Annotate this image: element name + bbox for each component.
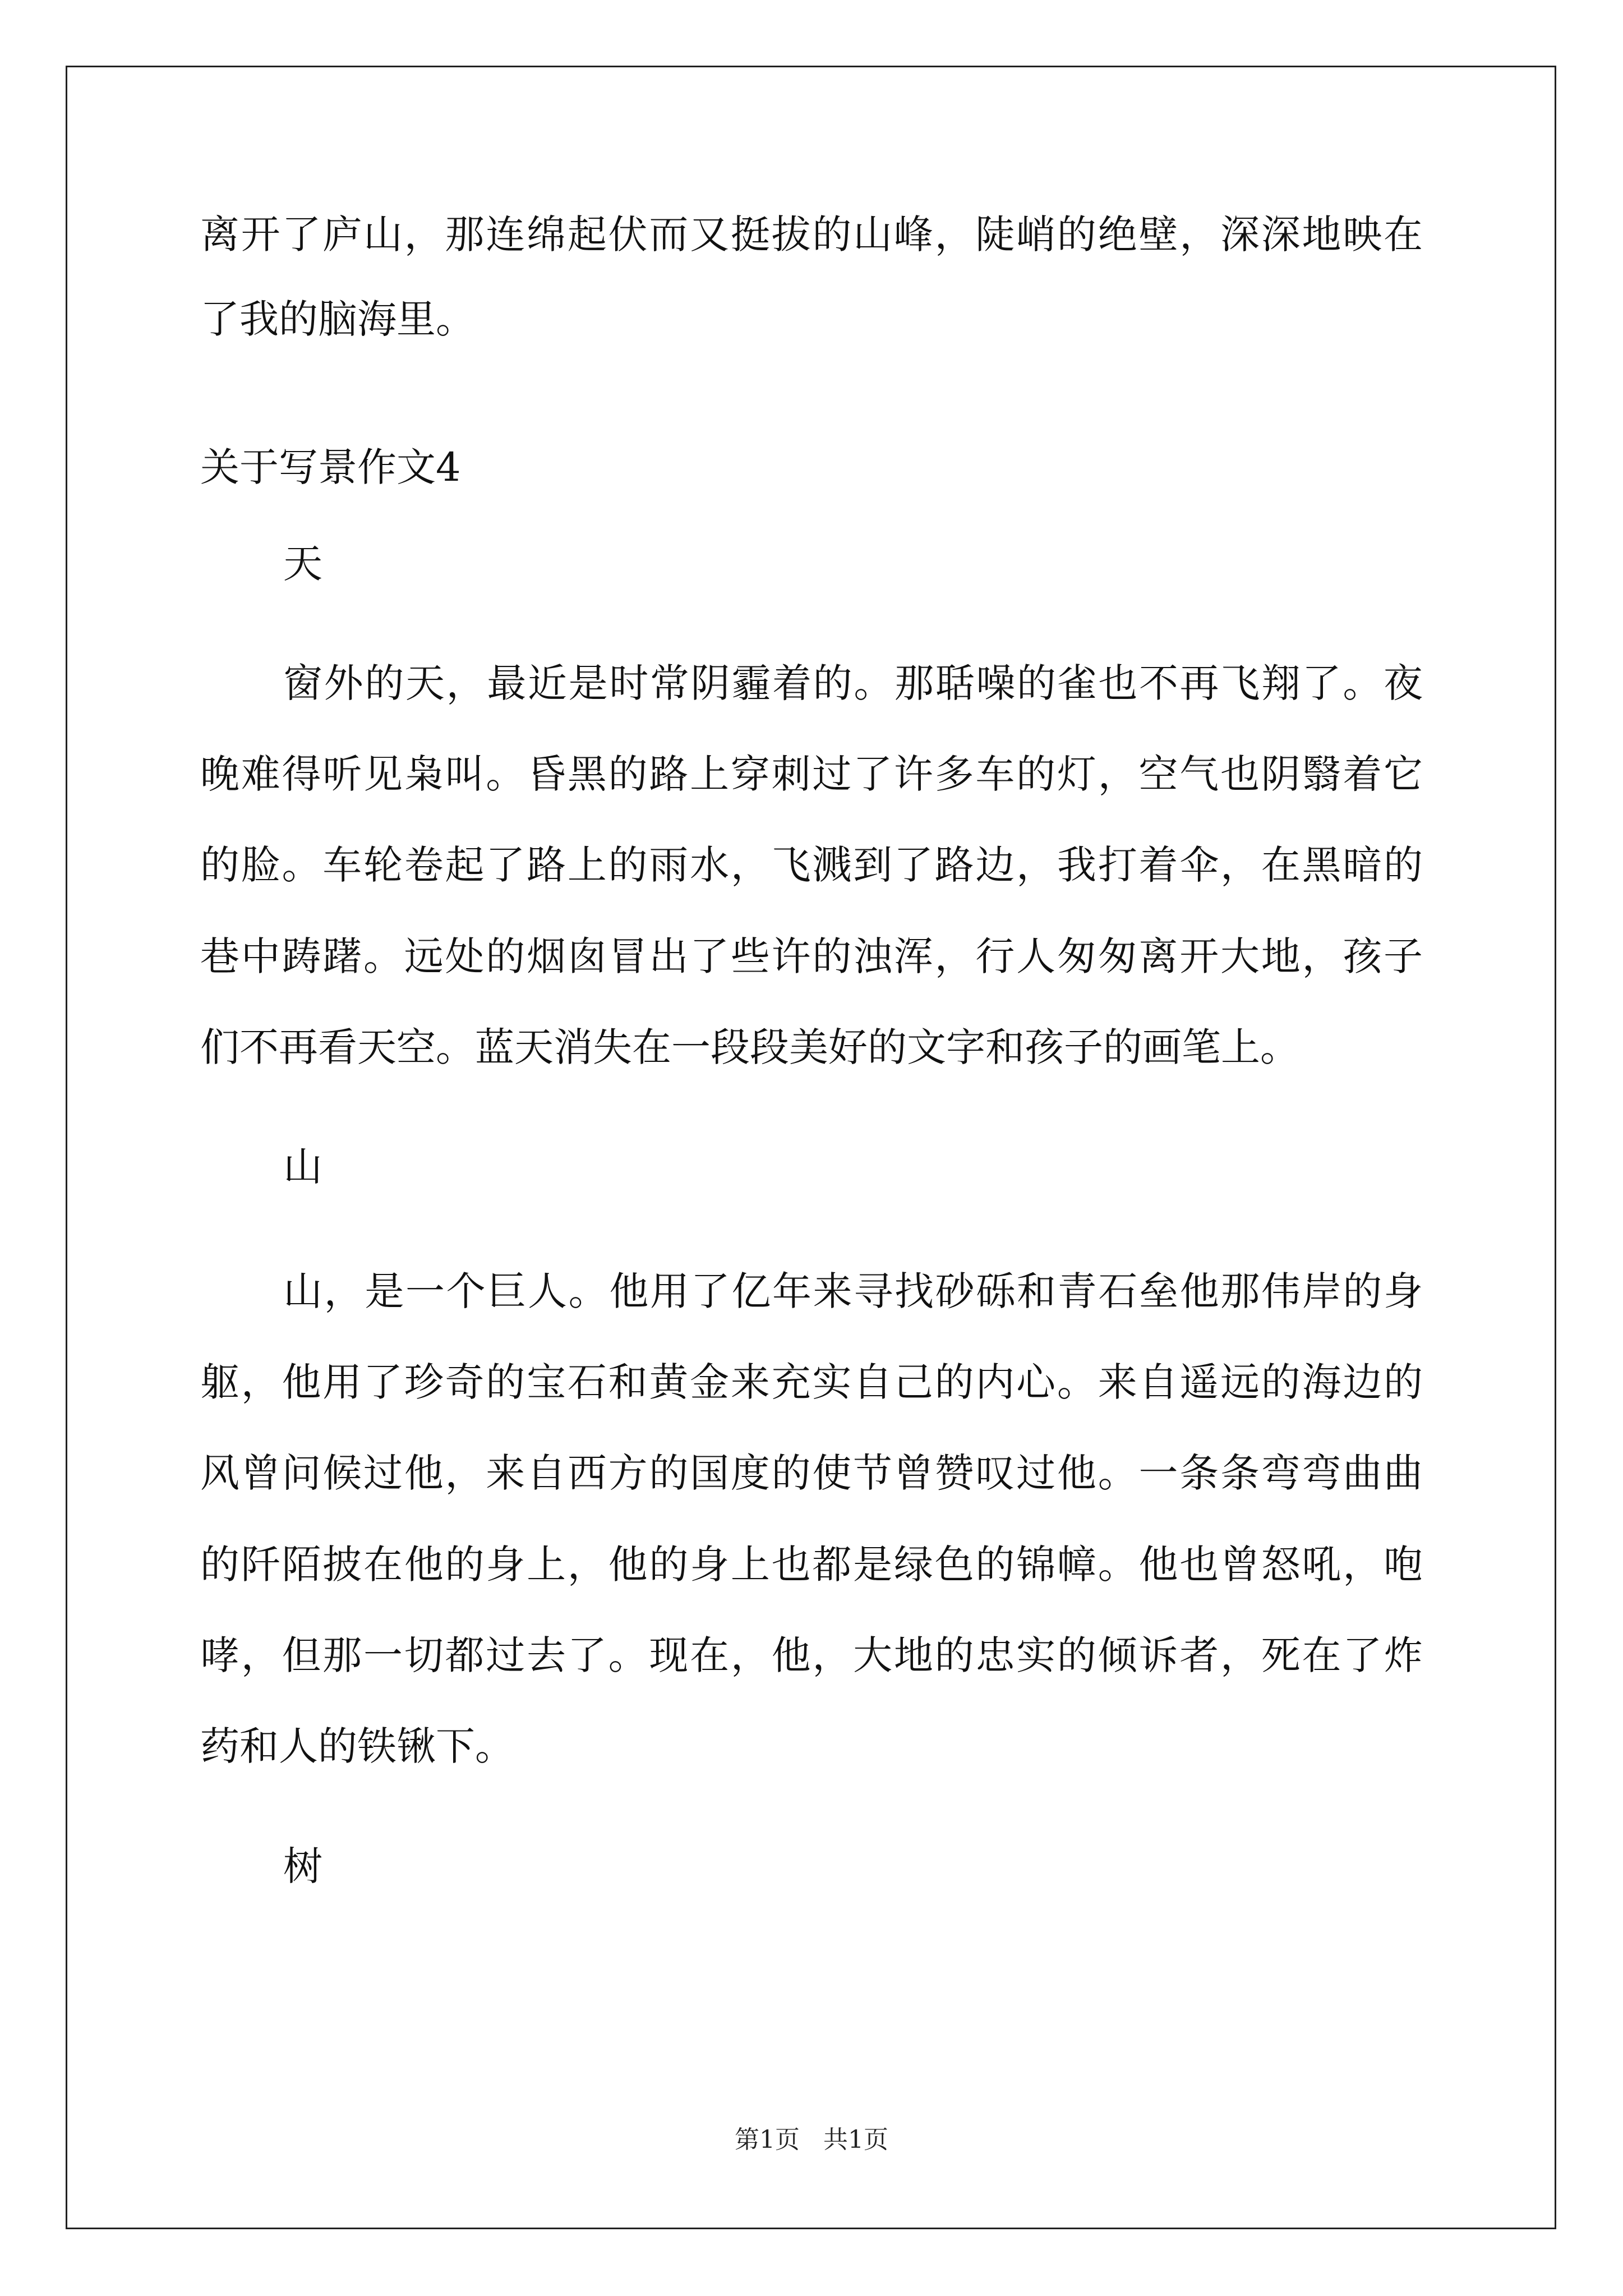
text-line: 们不再看天空。蓝天消失在一段段美好的文字和孩子的画笔上。 (200, 1024, 1299, 1070)
text-line: 风曾问候过他，来自西方的国度的使节曾赞叹过他。一条条弯弯曲曲 (200, 1450, 1423, 1496)
section-heading: 树 (283, 1843, 322, 1889)
text-line: 山，是一个巨人。他用了亿年来寻找砂砾和青石垒他那伟岸的身 (283, 1268, 1423, 1314)
text-line: 的阡陌披在他的身上，他的身上也都是绿色的锦幛。他也曾怒吼，咆 (200, 1542, 1423, 1588)
text-line: 躯，他用了珍奇的宝石和黄金来充实自己的内心。来自遥远的海边的 (200, 1359, 1423, 1405)
text-line: 晚难得听见枭叫。昏黑的路上穿刺过了许多车的灯，空气也阴翳着它 (200, 751, 1423, 797)
text-line: 离开了庐山，那连绵起伏而又挺拔的山峰，陡峭的绝壁，深深地映在 (200, 211, 1423, 257)
text-line: 窗外的天，最近是时常阴霾着的。那聒噪的雀也不再飞翔了。夜 (283, 660, 1423, 706)
essay-title: 关于写景作文4 (200, 444, 461, 490)
text-line: 的脸。车轮卷起了路上的雨水，飞溅到了路边，我打着伞，在黑暗的 (200, 842, 1423, 888)
section-heading: 山 (283, 1144, 322, 1190)
text-line: 药和人的铁锹下。 (200, 1723, 514, 1769)
text-line: 了我的脑海里。 (200, 296, 475, 342)
page-footer: 第1页 共1页 (735, 2125, 888, 2154)
text-line: 巷中踌躇。远处的烟囱冒出了些许的浊浑，行人匆匆离开大地，孩子 (200, 933, 1423, 979)
text-line: 哮，但那一切都过去了。现在，他，大地的忠实的倾诉者，死在了炸 (200, 1632, 1423, 1678)
section-heading: 天 (283, 541, 322, 587)
